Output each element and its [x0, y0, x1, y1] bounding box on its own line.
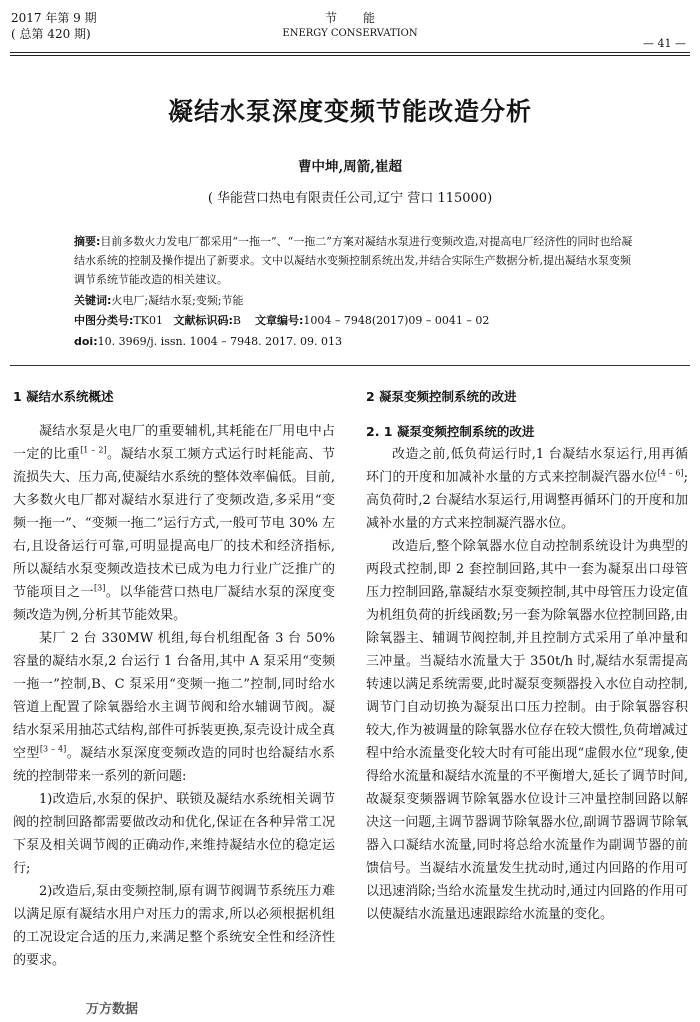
total-issue: ( 总第 420 期) — [11, 27, 91, 41]
article-no-label: 文章编号: — [254, 314, 304, 327]
right-column — [366, 385, 688, 926]
section-1-title: 1 凝结水系统概述 — [13, 389, 114, 404]
doi-label: doi: — [74, 335, 98, 348]
paragraph: 某厂 2 台 330MW 机组,每台机组配备 3 台 50% 容量的凝结水泵,2 台运行 1 台备用,其中 A 泵采用“变频一拖一”控制,B、C 泵采用“变频一拖二”控制,同时给水管道上配置了除氧器给水主调节阀和给水辅调节阀。凝结水泵采用抽芯式结构,部件可拆装更换,泵壳设计成全真空型[3 – 4]。凝结水泵深度变频改造的同时也给凝结水系统的控制带来一系列的新问题: — [13, 631, 335, 784]
paragraph: 改造后,整个除氧器水位自动控制系统设计为典型的两段式控制,即 2 套控制回路,其中一套为凝泵出口母管压力控制回路,靠凝结水泵变频控制,其中母管压力设定值为机组负荷的折线函数;另一套为除氧器水位控制回路,由除氧器主、辅调节阀控制,并且控制方式采用了单冲量和三冲量。当凝结水流量大于 350t/h 时,凝结水泵需提高转速以满足系统需要,此时凝泵变频器投入水位自动控制,调节门自动切换为凝泵出口压力控制。由于除氧器容积较大,作为被调量的除氧器水位存在较大惯性,负荷增减过程中给水流量变化较大时有可能出现“虚假水位”现象,使得给水流量和凝结水流量的不平衡增大,延长了调节时间,故凝泵变频器调节除氧器水位设计三冲量控制回路以解决这一问题,主调节器调节除氧器水位,副调节器调节除氧器入口凝结水流量,同时将总给水流量作为副调节器的前馈信号。当凝结水流量发生扰动时,通过内回路的作用可以迅速消除;当给水流量发生扰动时,通过内回路的作用可以使凝结水流量迅速跟踪给水流量的变化。 — [366, 539, 688, 922]
doi-value: 10. 3969/j. issn. 1004 – 7948. 2017. 09. 013 — [97, 335, 343, 348]
paper-title: 凝结水泵深度变频节能改造分析 — [167, 97, 532, 126]
citation: [4 – 6] — [657, 468, 684, 478]
keywords — [74, 291, 636, 310]
abstract-text: 目前多数火力发电厂都采用“一拖一”、“一拖二”方案对凝结水泵进行变频改造,对提高电厂经济性的同时也给凝结水系统的控制及操作提出了新要求。文中以凝结水变频控制系统出发,并结合实际生产数据分析,提出凝结水泵变频调节系统节能改造的相关建议。 — [74, 235, 633, 286]
keywords-label: 关键词: — [74, 294, 112, 307]
authors: 曹中坤,周箭,崔超 — [298, 159, 402, 175]
affiliation: ( 华能营口热电有限责任公司,辽宁 营口 115000) — [207, 191, 493, 206]
article-no-value: 1004 – 7948(2017)09 – 0041 – 02 — [303, 314, 490, 327]
subsection-2-1-title: 2. 1 凝泵变频控制系统的改进 — [366, 424, 535, 439]
citation: [1 – 2] — [80, 445, 107, 455]
journal-name-en: ENERGY CONSERVATION — [282, 28, 418, 39]
doc-code-value: B — [232, 314, 241, 327]
citation: [3] — [94, 583, 106, 593]
paragraph: 1)改造后,水泵的保护、联锁及凝结水系统相关调节阀的控制回路都需要做改动和优化,保证在各种异常工况下泵及相关调节阀的正确动作,来维持凝结水位的稳定运行; — [13, 792, 335, 876]
paragraph: 凝结水泵是火电厂的重要辅机,其耗能在厂用电中占一定的比重[1 – 2]。凝结水泵工频方式运行时耗能高、节流损失大、压力高,使凝结水系统的整体效率偏低。目前,大多数火电厂都对凝结水泵进行了变频改造,多采用“变频一拖一”、“变频一拖二”运行方式,一般可节电 30% 左右,且设备运行可靠,可明显提高电厂的技术和经济指标,所以凝结水泵变频改造技术已成为电力行业广泛推广的节能项目之一[3]。以华能营口热电厂凝结水泵的深度变频改造为例,分析其节能效果。 — [13, 424, 335, 623]
paragraph: 改造之前,低负荷运行时,1 台凝结水泵运行,用再循环门的开度和加减补水量的方式来控制凝汽器水位[4 – 6];高负荷时,2 台凝结水泵运行,用调整再循环门的开度和加减补水量的方式来控制凝汽器水位。 — [366, 447, 688, 531]
doc-code-label: 文献标识码: — [173, 314, 233, 327]
header-rule — [10, 52, 690, 56]
watermark: 万方数据 — [86, 1002, 139, 1017]
section-2-title: 2 凝泵变频控制系统的改进 — [366, 389, 517, 404]
issue-number: 2017 年第 9 期 — [11, 11, 97, 25]
abstract-label: 摘要: — [74, 235, 101, 248]
doi — [74, 332, 636, 351]
journal-name — [0, 10, 700, 42]
journal-name-cn: 节能 — [324, 11, 401, 25]
page-number: — 41 — — [643, 37, 686, 50]
citation: [3 – 4] — [39, 744, 67, 754]
abstract-rule — [10, 365, 690, 366]
left-column — [13, 385, 335, 972]
classification — [74, 311, 636, 330]
abstract — [74, 232, 636, 289]
keywords-text: 火电厂;凝结水泵;变频;节能 — [111, 294, 244, 307]
clc-value: TK01 — [133, 314, 163, 327]
paragraph: 2)改造后,泵由变频控制,原有调节阀调节系统压力难以满足原有凝结水用户对压力的需求,所以必须根据机组的工况设定合适的压力,来满足整个系统安全性和经济性的要求。 — [13, 884, 335, 968]
clc-label: 中图分类号: — [74, 314, 134, 327]
